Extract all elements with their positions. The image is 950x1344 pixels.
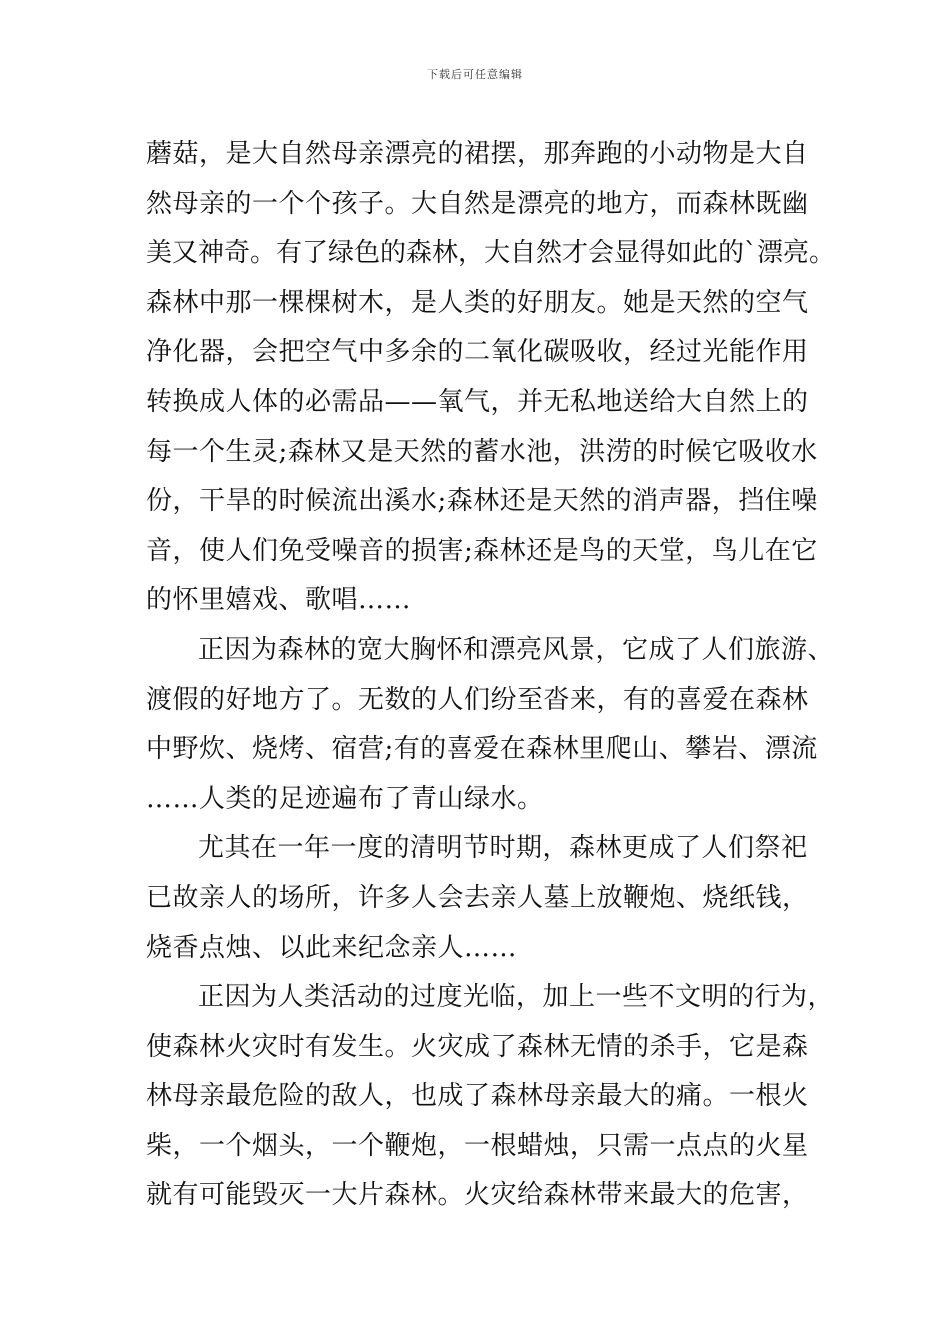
text-line: 中野炊、烧烤、宿营;有的喜爱在森林里爬山、攀岩、漂流 [146, 734, 818, 765]
text-line: 音，使人们免受噪音的损害;森林还是鸟的天堂，鸟儿在它 [146, 535, 818, 566]
document-body [146, 130, 836, 1221]
text-line: 蘑菇，是大自然母亲漂亮的裙摆，那奔跑的小动物是大自 [146, 139, 809, 169]
text-line: 美又神奇。有了绿色的森林，大自然才会显得如此的`漂亮。 [146, 238, 836, 269]
text-line: 尤其在一年一度的清明节时期，森林更成了人们祭祀 [198, 833, 808, 864]
text-line: ……人类的足迹遍布了青山绿水。 [146, 783, 544, 814]
text-line: 已故亲人的场所，许多人会去亲人墓上放鞭炮、烧纸钱， [146, 882, 809, 913]
text-line: 烧香点烛、以此来纪念亲人…… [146, 932, 518, 963]
text-line: 净化器，会把空气中多余的二氧化碳吸收，经过光能作用 [146, 337, 809, 368]
text-line: 然母亲的一个个孩子。大自然是漂亮的地方，而森林既幽 [146, 188, 809, 219]
text-line: 就有可能毁灭一大片森林。火灾给森林带来最大的危害， [146, 1180, 809, 1211]
text-line: 正因为森林的宽大胸怀和漂亮风景，它成了人们旅游、 [198, 634, 835, 665]
text-line: 林母亲最危险的敌人，也成了森林母亲最大的痛。一根火 [146, 1081, 809, 1112]
text-line: 每一个生灵;森林又是天然的蓄水池，洪涝的时候它吸收水 [146, 436, 818, 467]
text-line: 转换成人体的必需品——氧气，并无私地送给大自然上的 [146, 386, 809, 417]
text-line: 份，干旱的时候流出溪水;森林还是天然的消声器，挡住噪 [146, 486, 818, 517]
text-line: 柴，一个烟头，一个鞭炮，一根蜡烛，只需一点点的火星 [146, 1130, 809, 1161]
text-line: 渡假的好地方了。无数的人们纷至沓来，有的喜爱在森林 [146, 684, 809, 715]
text-line: 使森林火灾时有发生。火灾成了森林无情的杀手，它是森 [146, 1031, 809, 1062]
page-header-note: 下载后可任意编辑 [427, 68, 523, 81]
text-line: 森林中那一棵棵树木，是人类的好朋友。她是天然的空气 [146, 287, 809, 318]
text-line: 的怀里嬉戏、歌唱…… [146, 585, 412, 616]
text-line: 正因为人类活动的过度光临，加上一些不文明的行为， [198, 982, 835, 1013]
